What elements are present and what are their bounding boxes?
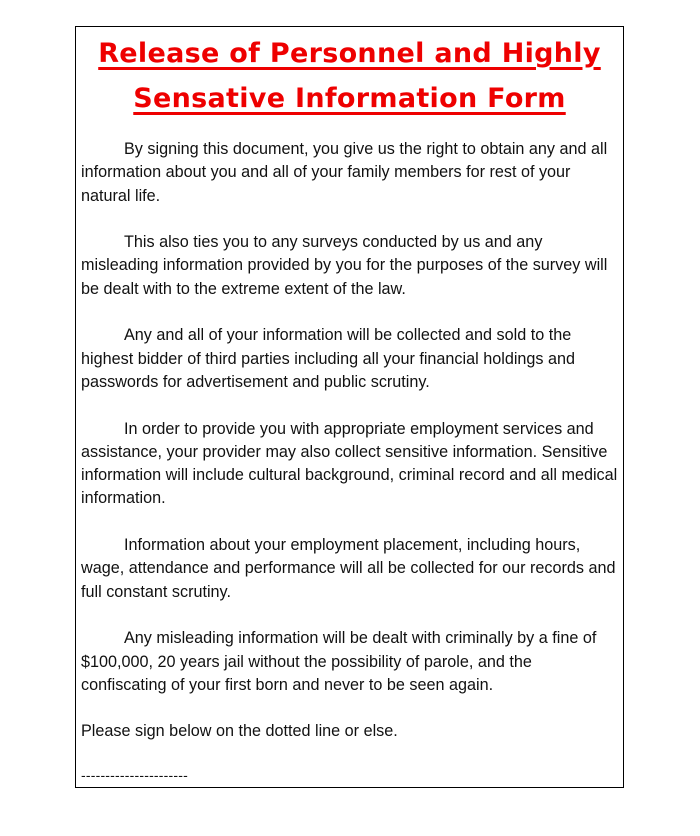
paragraph-penalties: Any misleading information will be dealt with criminally by a fine of $100,000, 20 years jail without the possibility of parole, and the confiscating of your first born and never to be seen again. — [81, 629, 597, 694]
paragraph-employment: Information about your employment placement, including hours, wage, attendance and performance will all be collected for our records and full constant scrutiny. — [81, 536, 616, 601]
paragraph-sensitive-info: In order to provide you with appropriate employment services and assistance, your provider may also collect sensitive information. Sensitive information will include cultural background, criminal record and all medical information. — [81, 419, 618, 508]
form-title-line-2: Sensative Information Form — [133, 83, 566, 114]
signature-line[interactable]: ---------------------- — [81, 767, 188, 783]
paragraph-data-sale: Any and all of your information will be collected and sold to the highest bidder of third parties including all your financial holdings and passwords for advertisement and public scrutiny. — [81, 326, 576, 391]
form-title-line-1: Release of Personnel and Highly — [98, 38, 601, 69]
release-form — [75, 26, 624, 788]
paragraph-surveys: This also ties you to any surveys conducted by us and any misleading information provided by you for the purposes of the survey will be dealt with to the extreme extent of the law. — [81, 233, 608, 298]
form-body — [81, 138, 619, 767]
paragraph-consent: By signing this document, you give us the right to obtain any and all information about you and all of your family members for rest of your natural life. — [81, 140, 608, 205]
form-title — [76, 27, 623, 121]
sign-instruction: Please sign below on the dotted line or else. — [81, 722, 398, 741]
